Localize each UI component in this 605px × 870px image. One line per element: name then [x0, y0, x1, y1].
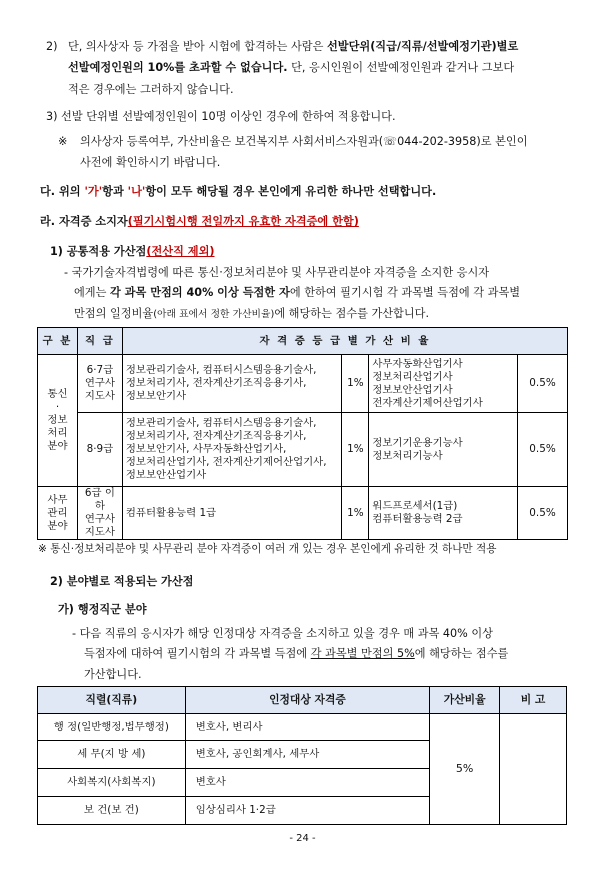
note-1	[58, 133, 568, 172]
category-comm-info	[38, 355, 78, 487]
cert-line: 정보관리기술사, 컴퓨터시스템응용기술사,	[125, 364, 317, 376]
common-line-3a: 만점의 일정비율	[74, 306, 154, 320]
rate-half-pct: 0.5%	[518, 413, 568, 487]
section-ra	[40, 213, 570, 230]
cert-cell: 임상심리사 1·2급	[185, 797, 430, 825]
field-line-3: 가산합니다.	[84, 667, 142, 681]
item-2-number: 2)	[46, 40, 58, 53]
cert-line: 워드프로세서(1급)	[372, 500, 458, 512]
cert-cell: 변호사, 변리사	[185, 714, 430, 741]
common-heading-text: 1) 공통적용 가산점	[50, 245, 147, 258]
cert-line: 정보보안기사	[125, 390, 187, 402]
common-line-1: - 국가기술자격법령에 따른 통신·정보처리분야 및 사무관리분야 자격증을 소지한 응시자	[64, 266, 490, 279]
cert-line: 정보기기운용기능사	[372, 436, 463, 449]
field-body	[72, 625, 570, 683]
item-2	[46, 38, 566, 98]
cert-line: 정보처리산업기사	[372, 370, 453, 383]
table-header-row	[38, 328, 568, 355]
header-rates: 자 격 증 등 급 별 가 산 비 율	[122, 328, 567, 355]
cert-line: 정보보안산업기사	[125, 469, 207, 481]
certs-1pct: 컴퓨터활용능력 1급	[122, 487, 341, 540]
certs-1pct	[122, 355, 341, 413]
job-cell: 행 정(일반행정,법무행정)	[38, 714, 186, 741]
note-2: ※ 통신·정보처리분야 및 사무관리 분야 자격증이 여러 개 있는 경우 본인에게 유리한 것 하나만 적용	[38, 543, 497, 555]
cert-line: 정보처리기사, 전자계산기조직응용기사,	[125, 377, 307, 389]
section-da	[40, 183, 570, 200]
common-line-2c: 에 한하여 필기시험 각 과목별 득점에 각 과목별	[289, 286, 521, 300]
table-row	[38, 413, 568, 487]
table-row	[38, 355, 568, 413]
cert-line: 사무자동화산업기사	[372, 357, 463, 370]
field-line-2c: 에 해당하는 점수를	[414, 647, 509, 661]
rate-1pct: 1%	[342, 487, 369, 540]
section-ra-condition: (필기시험시행 전일까지 유효한 자격증에 한함)	[127, 215, 359, 228]
header-grade: 직 급	[77, 328, 122, 355]
grade-cell	[77, 487, 122, 540]
certs-half-pct	[369, 413, 518, 487]
rate-half-pct: 0.5%	[518, 355, 568, 413]
cert-line: 컴퓨터활용능력 2급	[372, 513, 463, 525]
category-line: 사무	[47, 493, 68, 506]
rate-1pct: 1%	[342, 413, 369, 487]
cert-line: 정보처리기능사	[372, 449, 443, 462]
category-line: 관리	[47, 506, 68, 519]
table-row	[38, 487, 568, 540]
grade-line: 연구사	[84, 377, 115, 389]
header-job: 직렬(직류)	[38, 687, 186, 714]
item-3-text: 선발 단위별 선발예정인원이 10명 이상인 경우에 한하여 적용합니다.	[61, 110, 396, 123]
field-subheading: 가) 행정직군 분야	[58, 603, 147, 616]
cert-line: 정보관리기술사, 컴퓨터시스템응용기술사,	[125, 417, 317, 429]
section-ra-title: 라. 자격증 소지자	[40, 215, 128, 228]
category-line: 분야	[47, 519, 68, 532]
common-heading-exclusion: (전산직 제외)	[146, 245, 215, 258]
section-da-text-c: 항이 모두 해당될 경우 본인에게 유리한 하나만 선택합니다.	[145, 185, 437, 198]
cert-line: 정보보안기사, 사무자동화산업기사,	[125, 443, 287, 455]
item-2-text1: 단, 의사상자 등 가점을 받아 시험에 합격하는 사람은	[68, 40, 327, 53]
category-line: ·	[55, 401, 60, 413]
category-office	[38, 487, 78, 540]
field-line-2b: 각 과목별 만점의 5%	[310, 647, 415, 661]
cert-rate-table	[37, 327, 568, 540]
item-2-bold2: 선발예정인원의 10%를 초과할 수 없습니다.	[68, 61, 288, 75]
field-heading: 2) 분야별로 적용되는 가산점	[50, 575, 194, 588]
common-line-3c: 에 해당하는 점수를 가산합니다.	[274, 306, 430, 320]
grade-line: 연구사	[84, 513, 115, 525]
cert-cell: 변호사	[185, 769, 430, 797]
table-row	[38, 714, 567, 741]
certs-half-pct	[369, 355, 518, 413]
category-line: 처리	[47, 427, 68, 439]
common-heading	[50, 243, 215, 260]
grade-cell: 8·9급	[77, 413, 122, 487]
common-body	[64, 264, 569, 322]
item-3	[46, 108, 566, 125]
header-category: 구 분	[38, 328, 78, 355]
cert-line: 정보보안산업기사	[372, 383, 453, 396]
header-remarks: 비 고	[500, 687, 567, 714]
certs-1pct	[122, 413, 341, 487]
header-cert: 인정대상 자격증	[185, 687, 430, 714]
common-line-2a: 에게는	[74, 286, 110, 300]
cert-line: 정보처리기사, 전자계산기조직응용기사,	[125, 430, 307, 442]
common-line-2b: 각 과목 만점의 40% 이상 득점한 자	[109, 286, 290, 300]
cert-line: 정보처리산업기사, 전자계산기제어산업기사,	[125, 456, 327, 468]
rate-cell: 5%	[430, 714, 500, 825]
grade-line: 지도사	[84, 390, 115, 402]
job-cell: 보 건(보 건)	[38, 797, 186, 825]
table-header-row	[38, 687, 567, 714]
category-line: 정보	[47, 414, 68, 426]
remarks-cell	[500, 714, 567, 825]
item-2-text3: 적은 경우에는 그러하지 않습니다.	[68, 82, 234, 96]
section-da-text-b: 항과	[102, 185, 128, 198]
certs-half-pct	[369, 487, 518, 540]
category-line: 분야	[47, 440, 68, 452]
page-number: - 24 -	[289, 833, 316, 844]
cert-line: 전자계산기제어산업기사	[372, 396, 483, 409]
rate-1pct: 1%	[342, 355, 369, 413]
note-1-mark: ※	[58, 135, 68, 148]
section-da-text-a: 다. 위의	[40, 185, 85, 198]
common-line-3b: (아래 표에서 정한 가산비율)	[153, 308, 275, 320]
grade-line: 6급 이하	[84, 487, 115, 512]
note-1-line2: 사전에 확인하시기 바랍니다.	[80, 156, 221, 170]
field-line-2a: 득점자에 대하여 필기시험의 각 과목별 득점에	[84, 647, 311, 661]
grade-line: 6·7급	[86, 364, 114, 376]
item-3-number: 3)	[46, 110, 58, 123]
section-da-quote-ga: '가'	[84, 185, 103, 198]
field-line-1: - 다음 직류의 응시자가 해당 인정대상 자격증을 소지하고 있을 경우 매 과목 40% 이상	[72, 627, 493, 640]
admin-cert-table	[37, 686, 567, 825]
grade-line: 지도사	[84, 526, 115, 538]
cert-cell: 변호사, 공인회계사, 세무사	[185, 741, 430, 769]
item-2-bold1: 선발단위(직급/직류/선발예정기관)별로	[326, 40, 519, 53]
grade-cell	[77, 355, 122, 413]
header-rate: 가산비율	[430, 687, 500, 714]
rate-half-pct: 0.5%	[518, 487, 568, 540]
note-1-line1: 의사상자 등록여부, 가산비율은 보건복지부 사회서비스자원과(☏044-202-3958)로 본인이	[80, 135, 528, 148]
job-cell: 세 무(지 방 세)	[38, 741, 186, 769]
category-line: 통신	[47, 388, 68, 400]
item-2-text2: 단, 응시인원이 선발예정인원과 같거나 그보다	[287, 61, 515, 75]
section-da-quote-na: '나'	[127, 185, 146, 198]
job-cell: 사회복지(사회복지)	[38, 769, 186, 797]
